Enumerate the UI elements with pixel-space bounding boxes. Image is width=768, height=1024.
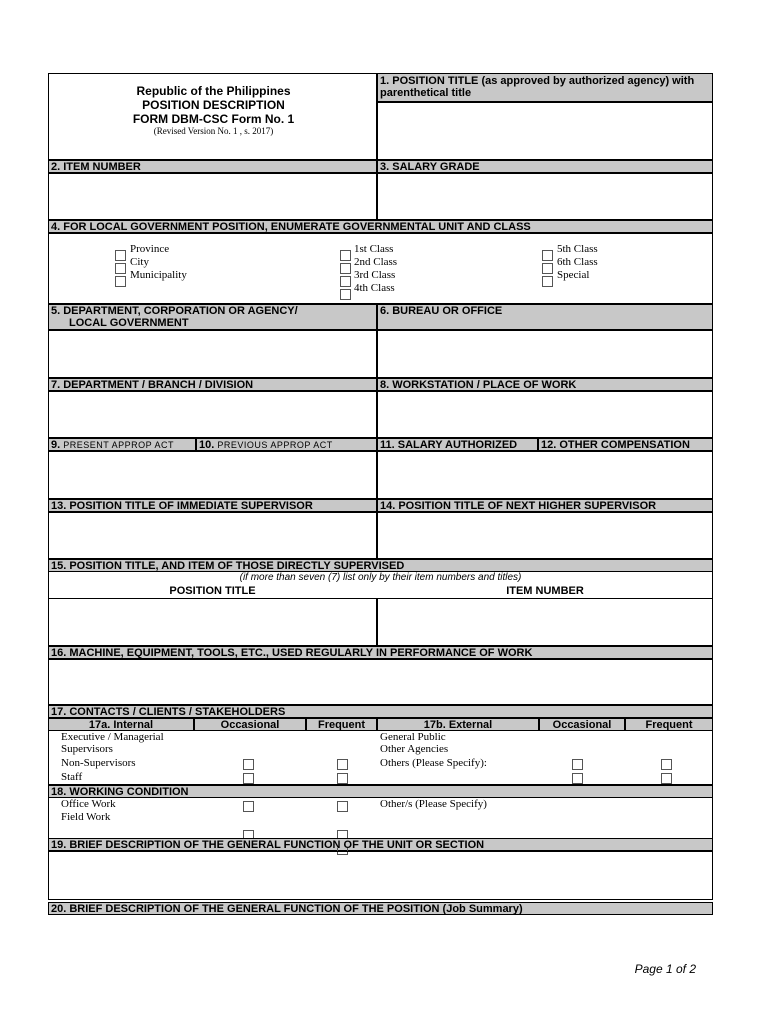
city-checkbox[interactable] [115, 263, 126, 274]
machine-equipment-label: 16. MACHINE, EQUIPMENT, TOOLS, ETC., USED REGULARLY IN PERFORMANCE OF WORK [48, 646, 713, 659]
contact-staff-label: Staff [61, 771, 83, 783]
external-occasional-checkbox-2[interactable] [572, 773, 583, 784]
salary-authorized-field[interactable] [377, 451, 538, 499]
contact-other-agencies-label: Other Agencies [380, 743, 449, 755]
office-work-frequent-checkbox[interactable] [337, 801, 348, 812]
field-work-frequent-checkbox[interactable] [337, 830, 348, 838]
other-working-condition-label: Other/s (Please Specify) [380, 798, 487, 810]
item-number-field[interactable] [48, 173, 377, 220]
fifth-class-label: 5th Class [557, 243, 598, 255]
contacts-label: 17. CONTACTS / CLIENTS / STAKEHOLDERS [48, 705, 713, 718]
contact-others-label: Others (Please Specify): [380, 757, 487, 769]
office-work-label: Office Work [61, 798, 116, 810]
sixth-class-checkbox[interactable] [542, 263, 553, 274]
municipality-label: Municipality [130, 269, 187, 281]
external-header: 17b. External [377, 718, 539, 731]
external-frequent-header: Frequent [625, 718, 713, 731]
contact-supervisors-label: Supervisors [61, 743, 113, 755]
header-revision: (Revised Version No. 1 , s. 2017) [153, 126, 274, 136]
previous-approp-act-field[interactable] [196, 451, 377, 499]
present-approp-act-field[interactable] [48, 451, 196, 499]
special-label: Special [557, 269, 590, 281]
internal-frequent-checkbox-1[interactable] [337, 759, 348, 770]
immediate-supervisor-label: 13. POSITION TITLE OF IMMEDIATE SUPERVISOR [48, 499, 377, 512]
field-work-label: Field Work [61, 811, 111, 823]
unit-function-field[interactable] [48, 851, 713, 900]
first-class-checkbox[interactable] [340, 250, 351, 261]
internal-frequent-header: Frequent [306, 718, 377, 731]
directly-supervised-note: (if more than seven (7) list only by their item numbers and titles) [239, 572, 522, 583]
salary-grade-field[interactable] [377, 173, 713, 220]
department-agency-field[interactable] [48, 330, 377, 378]
next-higher-supervisor-label: 14. POSITION TITLE OF NEXT HIGHER SUPERVISOR [377, 499, 713, 512]
salary-authorized-label: 11. SALARY AUTHORIZED [377, 438, 538, 451]
present-approp-act-label: 9. PRESENT APPROP ACT [48, 438, 196, 451]
supervised-position-title-field[interactable] [48, 598, 377, 646]
department-agency-label: 5. DEPARTMENT, CORPORATION OR AGENCY/ LOCAL GOVERNMENT [48, 304, 377, 330]
page-number: Page 1 of 2 [634, 962, 696, 976]
supervised-item-number-field[interactable] [377, 598, 713, 646]
position-title-field[interactable] [377, 102, 713, 160]
other-compensation-field[interactable] [538, 451, 713, 499]
special-checkbox[interactable] [542, 276, 553, 287]
supervised-position-title-header: POSITION TITLE [169, 585, 256, 597]
internal-occasional-header: Occasional [194, 718, 306, 731]
first-class-label: 1st Class [354, 243, 394, 255]
header-republic: Republic of the Philippines [136, 84, 291, 98]
salary-grade-label: 3. SALARY GRADE [377, 160, 713, 173]
next-higher-supervisor-field[interactable] [377, 512, 713, 559]
external-occasional-checkbox-1[interactable] [572, 759, 583, 770]
municipality-checkbox[interactable] [115, 276, 126, 287]
bureau-office-field[interactable] [377, 330, 713, 378]
header-form-number: FORM DBM-CSC Form No. 1 [132, 112, 295, 126]
position-title-label: 1. POSITION TITLE (as approved by authorized agency) with parenthetical title [377, 73, 713, 102]
second-class-checkbox[interactable] [340, 263, 351, 274]
header-title: POSITION DESCRIPTION [142, 98, 285, 112]
contact-non-supervisors-label: Non-Supervisors [61, 757, 136, 769]
internal-frequent-checkbox-2[interactable] [337, 773, 348, 784]
machine-equipment-field[interactable] [48, 659, 713, 705]
contact-general-public-label: General Public [380, 731, 446, 743]
internal-occasional-checkbox-1[interactable] [243, 759, 254, 770]
previous-approp-act-label: 10. PREVIOUS APPROP ACT [196, 438, 377, 451]
branch-division-field[interactable] [48, 391, 377, 438]
directly-supervised-label: 15. POSITION TITLE, AND ITEM OF THOSE DIRECTLY SUPERVISED [48, 559, 713, 572]
sixth-class-label: 6th Class [557, 256, 598, 268]
office-work-occasional-checkbox[interactable] [243, 801, 254, 812]
other-compensation-label: 12. OTHER COMPENSATION [538, 438, 713, 451]
branch-division-label: 7. DEPARTMENT / BRANCH / DIVISION [48, 378, 377, 391]
second-class-label: 2nd Class [354, 256, 398, 268]
working-condition-label: 18. WORKING CONDITION [48, 785, 713, 798]
city-label: City [130, 256, 149, 268]
fourth-class-label: 4th Class [354, 282, 395, 294]
item-number-label: 2. ITEM NUMBER [48, 160, 377, 173]
immediate-supervisor-field[interactable] [48, 512, 377, 559]
job-summary-label: 20. BRIEF DESCRIPTION OF THE GENERAL FUNCTION OF THE POSITION (Job Summary) [48, 902, 713, 915]
fifth-class-checkbox[interactable] [542, 250, 553, 261]
third-class-label: 3rd Class [354, 269, 396, 281]
province-label: Province [130, 243, 170, 255]
external-occasional-header: Occasional [539, 718, 625, 731]
contact-executive-label: Executive / Managerial [61, 731, 164, 743]
external-frequent-checkbox-1[interactable] [661, 759, 672, 770]
field-work-occasional-checkbox[interactable] [243, 830, 254, 838]
internal-occasional-checkbox-2[interactable] [243, 773, 254, 784]
external-frequent-checkbox-2[interactable] [661, 773, 672, 784]
form-header [48, 73, 377, 160]
workstation-label: 8. WORKSTATION / PLACE OF WORK [377, 378, 713, 391]
fourth-class-checkbox[interactable] [340, 289, 351, 300]
lgu-class-label: 4. FOR LOCAL GOVERNMENT POSITION, ENUMERATE GOVERNMENTAL UNIT AND CLASS [48, 220, 713, 233]
province-checkbox[interactable] [115, 250, 126, 261]
workstation-field[interactable] [377, 391, 713, 438]
supervised-item-number-header: ITEM NUMBER [506, 585, 584, 597]
internal-header: 17a. Internal [48, 718, 194, 731]
third-class-checkbox[interactable] [340, 276, 351, 287]
bureau-office-label: 6. BUREAU OR OFFICE [377, 304, 713, 330]
unit-function-label: 19. BRIEF DESCRIPTION OF THE GENERAL FUNCTION OF THE UNIT OR SECTION [48, 838, 713, 851]
